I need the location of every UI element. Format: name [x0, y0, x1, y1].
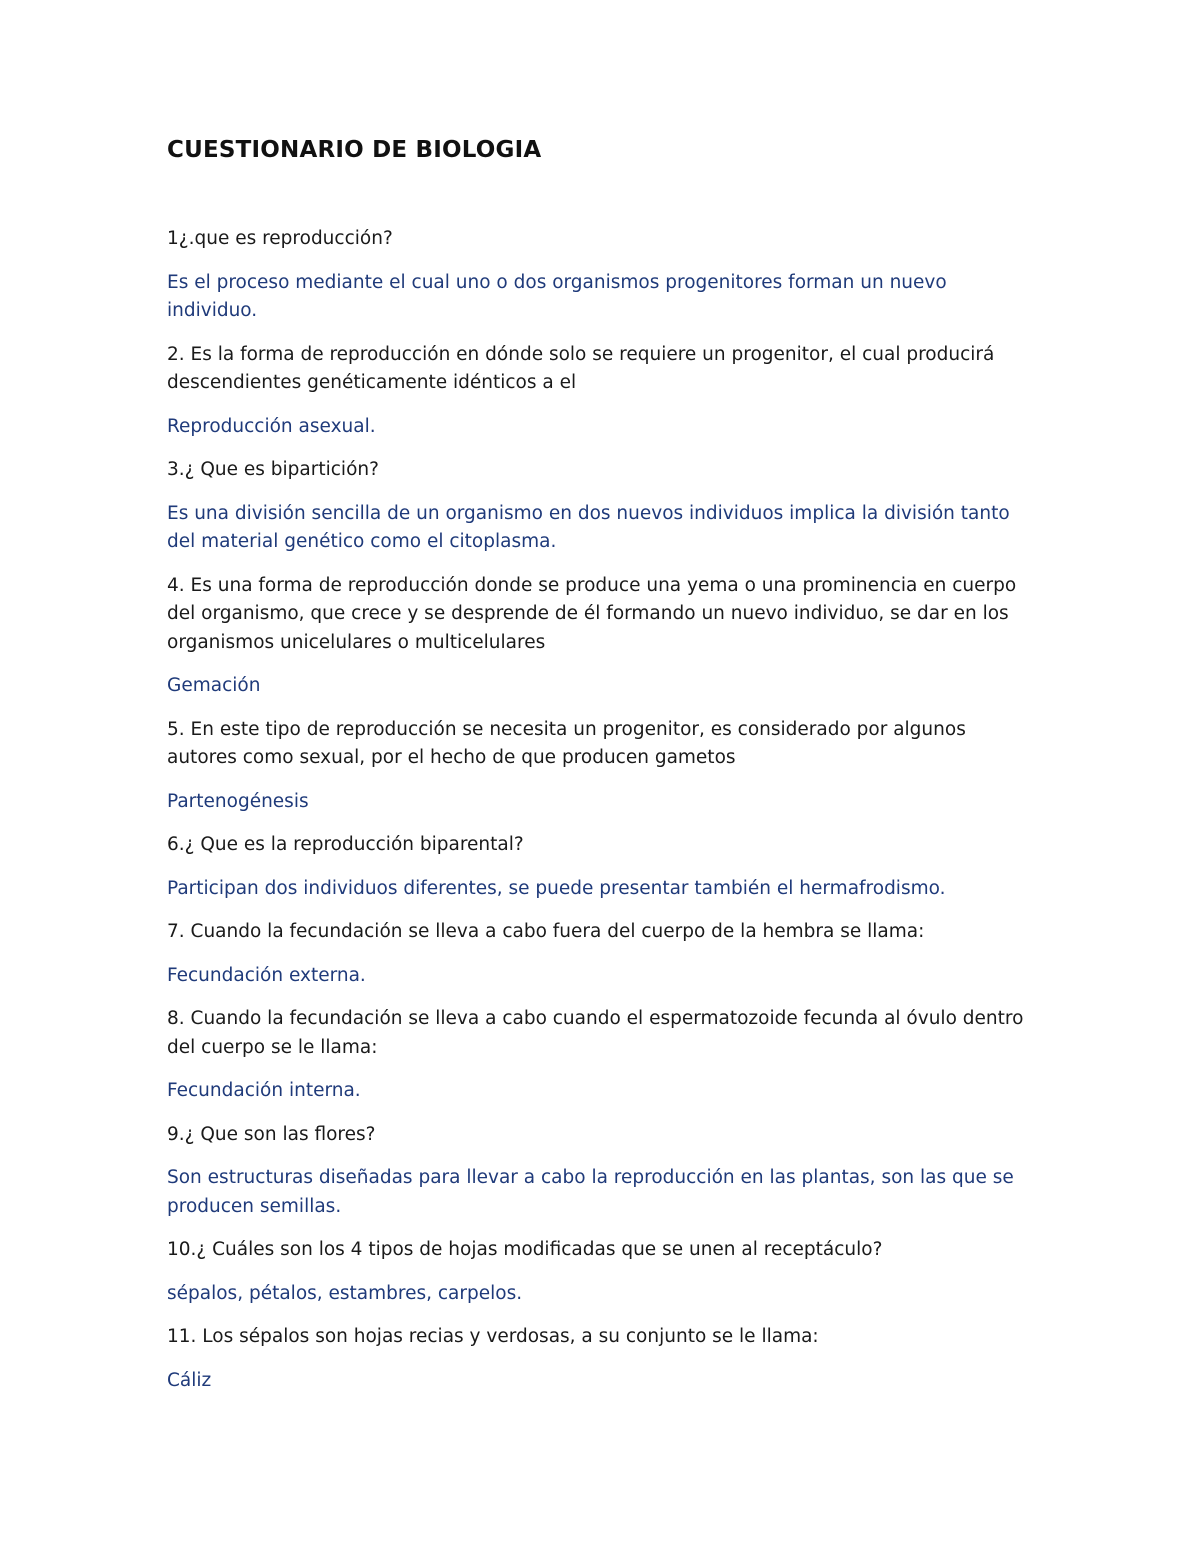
answer-9: Son estructuras diseñadas para llevar a cabo la reproducción en las plantas, son las que se producen semillas.	[167, 1167, 1014, 1217]
question-7: 7. Cuando la fecundación se lleva a cabo fuera del cuerpo de la hembra se llama:	[167, 921, 925, 942]
question-5: 5. En este tipo de reproducción se necesita un progenitor, es considerado por algunos autores como sexual, por el hecho de que producen gametos	[167, 718, 966, 768]
answer-10: sépalos, pétalos, estambres, carpelos.	[167, 1282, 523, 1304]
answer-11: Cáliz	[167, 1369, 212, 1391]
question-9: 9.¿ Que son las flores?	[167, 1123, 376, 1145]
question-6: 6.¿ Que es la reproducción biparental?	[167, 834, 524, 855]
document-title: CUESTIONARIO DE BIOLOGIA	[167, 137, 542, 163]
answer-1: Es el proceso mediante el cual uno o dos organismos progenitores forman un nuevo individuo.	[167, 271, 947, 321]
question-4: 4. Es una forma de reproducción donde se produce una yema o una prominencia en cuerpo del organismo, que crece y se desprende de él formando un nuevo individuo, se dar en los organismos unicelulares o multicelulares	[167, 574, 1017, 653]
document-body	[167, 133, 1037, 1410]
question-3: 3.¿ Que es bipartición?	[167, 459, 379, 480]
question-2: 2. Es la forma de reproducción en dónde solo se requiere un progenitor, el cual producirá descendientes genéticamente idénticos a el	[167, 343, 995, 393]
answer-6: Participan dos individuos diferentes, se puede presentar también el hermafrodismo.	[167, 877, 946, 899]
question-11: 11. Los sépalos son hojas recias y verdosas, a su conjunto se le llama:	[167, 1326, 819, 1347]
question-10: 10.¿ Cuáles son los 4 tipos de hojas modificadas que se unen al receptáculo?	[167, 1239, 883, 1260]
answer-7: Fecundación externa.	[167, 964, 366, 986]
question-1: 1¿.que es reproducción?	[167, 228, 393, 249]
question-8: 8. Cuando la fecundación se lleva a cabo cuando el espermatozoide fecunda al óvulo dentro del cuerpo se le llama:	[167, 1008, 1024, 1058]
answer-8: Fecundación interna.	[167, 1080, 361, 1101]
answer-3: Es una división sencilla de un organismo en dos nuevos individuos implica la división tanto del material genético como el citoplasma.	[167, 502, 1010, 552]
answer-4: Gemación	[167, 675, 261, 696]
answer-2: Reproducción asexual.	[167, 415, 376, 437]
answer-5: Partenogénesis	[167, 790, 309, 812]
